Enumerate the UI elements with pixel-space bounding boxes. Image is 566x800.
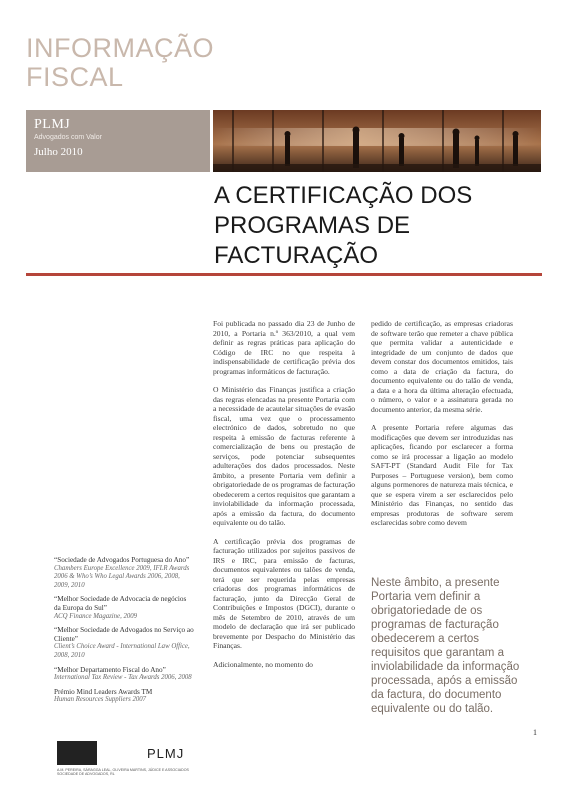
header-photo-image [213,110,541,172]
award-item [54,595,194,621]
footer-logo-text: PLMJ [147,746,185,761]
award-item [54,688,194,705]
body-column-1 [213,319,355,678]
paragraph: pedido de certificação, as empresas criadoras de software terão que remeter a chave pública que permita validar a autenticidade e integridade de um conjunto de dados que devem constar dos documentos emitidos, tais como a data de criação da factura, do documento equivalente ou do talão de venda, a data e a hora da última alteração efectuada, o número, o valor e a assinatura gerada no documento anterior, da mesma série. [371,319,513,414]
logo-mark-icon [57,741,97,765]
footer-legal-note: A.M. PEREIRA, SÁRAGGA LEAL, OLIVEIRA MARTINS, JÚDICE E ASSOCIADOS SOCIEDADE DE ADVOGADOS, RL [57,768,189,777]
brand-box [26,110,210,172]
award-item [54,666,194,683]
page-number: 1 [533,728,537,737]
masthead-line1: INFORMAÇÃO [26,33,215,63]
headline-divider [26,273,542,276]
award-title: “Sociedade de Advogados Portuguesa do Ano” [54,556,190,564]
award-source: International Tax Review - Tax Awards 2006, 2008 [54,674,192,682]
paragraph: Foi publicada no passado dia 23 de Junho de 2010, a Portaria n.º 363/2010, a qual vem definir as regras práticas para aplicação do Código de IRC no que respeita à indispensabilidade de certificação prévia dos programas informáticos de facturação. [213,319,355,376]
masthead-line2: FISCAL [26,62,124,92]
award-item [54,626,194,660]
paragraph: A certificação prévia dos programas de facturação utilizados por sujeitos passivos de IRS e IRC, para emissão de facturas, documentos equivalentes ou talões de venda, terá que ser requerida pelas empresas criadoras dos programas informáticos de facturação, junto da Direcção Geral de Contribuições e Impostos (DGCI), durante o mês de Setembro de 2010, através de um modelo de declaração que irá ser publicado brevemente por Despacho do Ministério das Finanças. [213,536,355,650]
header-photo [213,110,541,172]
paragraph: A presente Portaria refere algumas das modificações que devem ser introduzidas nas aplicações, ficando por esclarecer a forma como se irá processar a ligação ao modelo SAFT-PT (Standard Audit File for Tax Purposes – Portuguese version), bem como alguns pormenores de natureza mais técnica, e que se espera virem a ser esclarecidos pelo Ministério das Finanças, no sentido das empresas produtoras de software serem esclarecidas sobre como devem [371,423,513,527]
award-source: Chambers Europe Excellence 2009, IFLR Awards 2006 & Who’s Who Legal Awards 2006, 2008, 2009, 2010 [54,564,190,589]
award-item [54,556,194,590]
footer-logo [57,741,207,765]
paragraph: Adicionalmente, no momento do [213,659,313,669]
award-source: ACQ Finance Magazine, 2009 [54,612,138,620]
award-title: “Melhor Sociedade de Advocacia de negócios da Europa do Sul” [54,595,187,612]
award-source: Human Resources Suppliers 2007 [54,696,147,704]
article-headline [214,181,544,271]
brand-name: PLMJ [34,117,71,132]
award-title: “Melhor Sociedade de Advogados no Serviço ao Cliente” [54,626,194,643]
award-source: Client’s Choice Award - International Law Office, 2008, 2010 [54,643,190,659]
masthead [26,34,214,92]
paragraph: O Ministério das Finanças justifica a criação das regras elencadas na presente Portaria com a necessidade de acautelar situações de evasão fiscal, uma vez que o processamento electrónico de dados, sobretudo no que respeita à emissão de facturas referente à comercialização de bens ou prestação de serviços, pode potenciar subsequentes adulterações dos dados processados. Neste âmbito, a presente Portaria vem definir a obrigatoriedade de os programas de facturação obedecerem a certos requisitos que garantam a inviolabilidade da informação processada, após a emissão da factura, do documento equivalente ou do talão. [213,385,355,527]
issue-date: Julho 2010 [34,146,83,158]
headline-line2: PROGRAMAS DE [214,212,411,239]
awards-list [54,556,194,710]
body-column-2 [371,319,513,537]
headline-line3: FACTURAÇÃO [214,242,379,269]
award-title: “Melhor Departamento Fiscal do Ano” [54,665,166,674]
brand-tagline: Advogados com Valor [34,134,102,141]
headline-line1: A CERTIFICAÇÃO DOS [214,182,473,209]
pull-quote: Neste âmbito, a presente Portaria vem definir a obrigatoriedade de os programas de facturação obedecerem a certos requisitos que garantam a inviolabilidade da informação processada, após a emissão da factura, do documento equivalente ou do talão. [371,577,520,715]
award-title: Prémio Mind Leaders Awards TM [54,687,153,696]
